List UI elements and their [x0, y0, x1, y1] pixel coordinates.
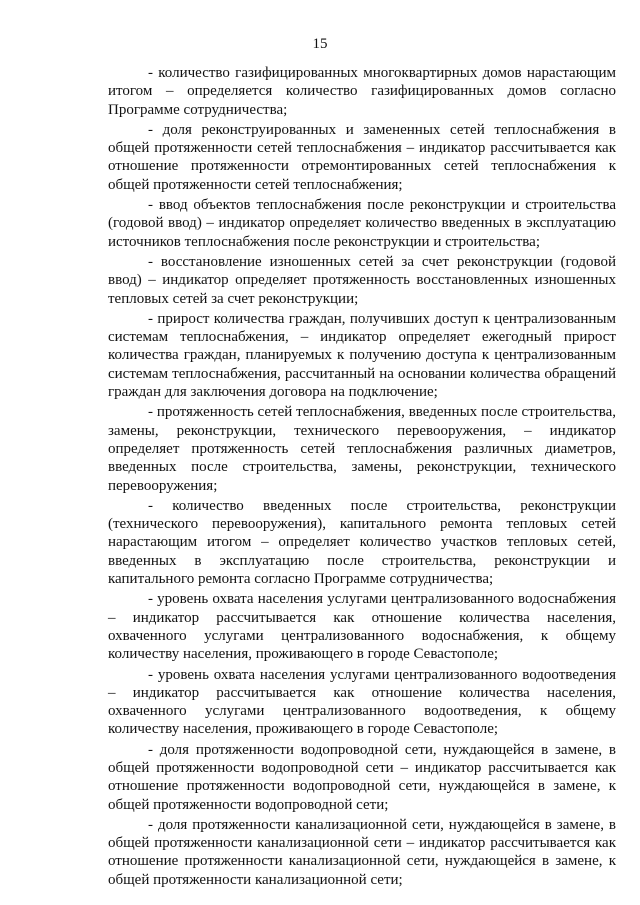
page-number: 15 — [312, 36, 328, 52]
document-body — [108, 64, 616, 891]
paragraph-sewerage-coverage: - уровень охвата населения услугами централизованного водоотведения – индикатор рассчитывается как отношение количества населения, охваченного услугами централизованного водоотведения, к общему количеству населения, проживающего в городе Севастополе; — [108, 666, 616, 738]
paragraph-reconstructed-heat-networks-share: - доля реконструированных и замененных сетей теплоснабжения в общей протяженности сетей теплоснабжения – индикатор рассчитывается как отношение протяженности отремонтированных сетей теплоснабжения к общей протяженности сетей теплоснабжения; — [108, 121, 616, 193]
paragraph-water-pipe-replacement-share: - доля протяженности водопроводной сети, нуждающейся в замене, в общей протяженности водопроводной сети – индикатор рассчитывается как отношение протяженности водопроводной сети, нуждающейся в замене, к общей протяженности водопроводной сети; — [108, 741, 616, 813]
paragraph-heat-network-sections-count: - количество введенных после строительства, реконструкции (технического перевооружения), капитального ремонта тепловых сетей нарастающим итогом – определяет количество участков тепловых сетей, введенных в эксплуатацию после строительства, реконструкции и капитального ремонта согласно Программе сотрудничества; — [108, 497, 616, 588]
paragraph-gasified-buildings: - количество газифицированных многоквартирных домов нарастающим итогом – определяется количество газифицированных домов согласно Программе сотрудничества; — [108, 65, 616, 118]
paragraph-sewer-pipe-replacement-share: - доля протяженности канализационной сети, нуждающейся в замене, в общей протяженности канализационной сети – индикатор рассчитывается как отношение протяженности канализационной сети, нуждающейся в замене, к общей протяженности канализационной сети; — [108, 816, 616, 888]
paragraph-worn-networks-restoration: - восстановление изношенных сетей за счет реконструкции (годовой ввод) – индикатор определяет протяженность восстановленных изношенных тепловых сетей за счет реконструкции; — [108, 253, 616, 307]
paragraph-water-supply-coverage: - уровень охвата населения услугами централизованного водоснабжения – индикатор рассчитывается как отношение количества населения, охваченного услугами централизованного водоснабжения, к общему количеству населения, проживающего в городе Севастополе; — [108, 591, 616, 663]
paragraph-heat-networks-length: - протяженность сетей теплоснабжения, введенных после строительства, замены, реконструкции, технического перевооружения, – индикатор определяет протяженность сетей теплоснабжения различных диаметров, введенных после строительства, замены, реконструкции, технического перевооружения; — [108, 404, 616, 494]
paragraph-citizens-access-growth: - прирост количества граждан, получивших доступ к централизованным системам теплоснабжения, – индикатор определяет ежегодный прирост количества граждан, планируемых к получению доступа к централизованным системам теплоснабжения, рассчитанный на основании количества обращений граждан для заключения договора на подключение; — [108, 310, 616, 401]
paragraph-heat-facilities-commissioning: - ввод объектов теплоснабжения после реконструкции и строительства (годовой ввод) – индикатор определяет количество введенных в эксплуатацию источников теплоснабжения после реконструкции и строительства; — [108, 197, 616, 250]
